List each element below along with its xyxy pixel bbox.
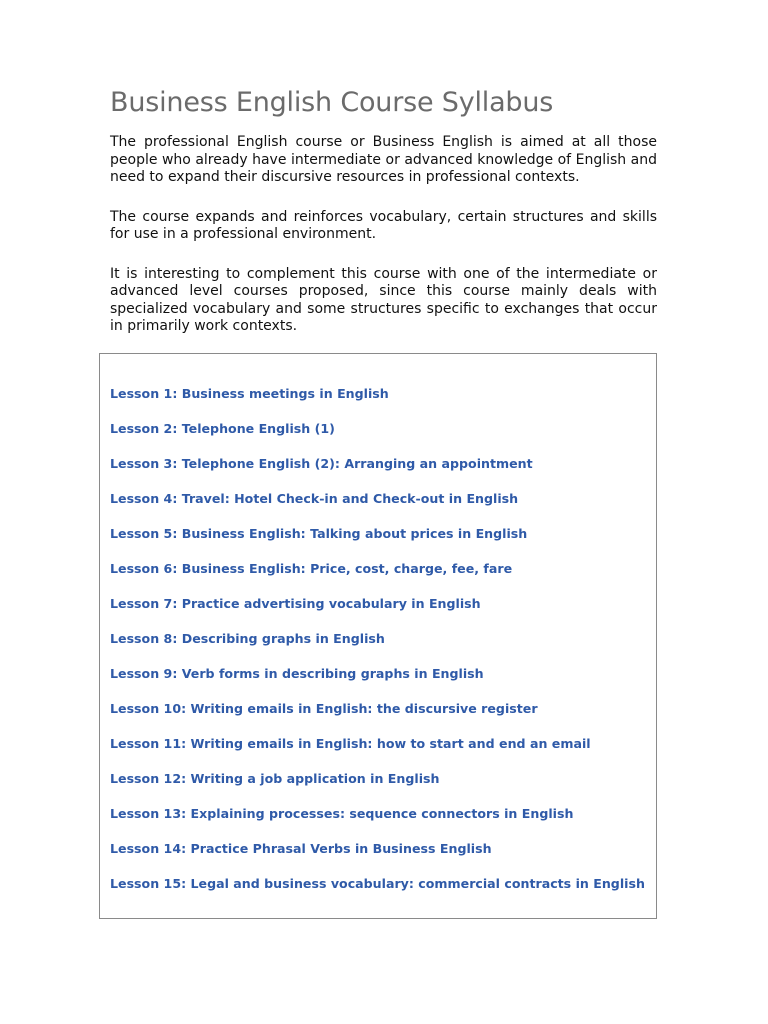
lesson-link-10[interactable]: Lesson 10: Writing emails in English: the discursive register bbox=[110, 701, 538, 716]
complement-paragraph: It is interesting to complement this course with one of the intermediate or advanced level courses proposed, since this course mainly deals with specialized vocabulary and some structures specific to exchanges that occur in primarily work contexts. bbox=[110, 265, 657, 334]
lesson-link-2[interactable]: Lesson 2: Telephone English (1) bbox=[110, 421, 335, 436]
lesson-link-9[interactable]: Lesson 9: Verb forms in describing graphs in English bbox=[110, 666, 484, 681]
lesson-link-3[interactable]: Lesson 3: Telephone English (2): Arranging an appointment bbox=[110, 456, 533, 471]
lesson-link-4[interactable]: Lesson 4: Travel: Hotel Check-in and Check-out in English bbox=[110, 491, 519, 506]
lesson-link-14[interactable]: Lesson 14: Practice Phrasal Verbs in Business English bbox=[110, 841, 492, 856]
lesson-link-5[interactable]: Lesson 5: Business English: Talking about prices in English bbox=[110, 526, 528, 541]
lesson-link-11[interactable]: Lesson 11: Writing emails in English: how to start and end an email bbox=[110, 736, 591, 751]
lesson-link-13[interactable]: Lesson 13: Explaining processes: sequence connectors in English bbox=[110, 806, 574, 821]
course-description-paragraph: The course expands and reinforces vocabulary, certain structures and skills for use in a professional environment. bbox=[110, 208, 657, 242]
lesson-link-12[interactable]: Lesson 12: Writing a job application in English bbox=[110, 771, 440, 786]
lesson-link-8[interactable]: Lesson 8: Describing graphs in English bbox=[110, 631, 385, 646]
lessons-box bbox=[99, 353, 657, 919]
lesson-link-7[interactable]: Lesson 7: Practice advertising vocabulary in English bbox=[110, 596, 481, 611]
intro-paragraph: The professional English course or Business English is aimed at all those people who already have intermediate or advanced knowledge of English and need to expand their discursive resources in professional contexts. bbox=[110, 134, 657, 185]
lesson-link-15[interactable]: Lesson 15: Legal and business vocabulary: commercial contracts in English bbox=[110, 876, 645, 891]
page-title: Business English Course Syllabus bbox=[110, 87, 554, 118]
document-body bbox=[110, 84, 657, 358]
lesson-list bbox=[110, 384, 645, 909]
lesson-link-1[interactable]: Lesson 1: Business meetings in English bbox=[110, 386, 389, 401]
lesson-link-6[interactable]: Lesson 6: Business English: Price, cost, charge, fee, fare bbox=[110, 561, 513, 576]
